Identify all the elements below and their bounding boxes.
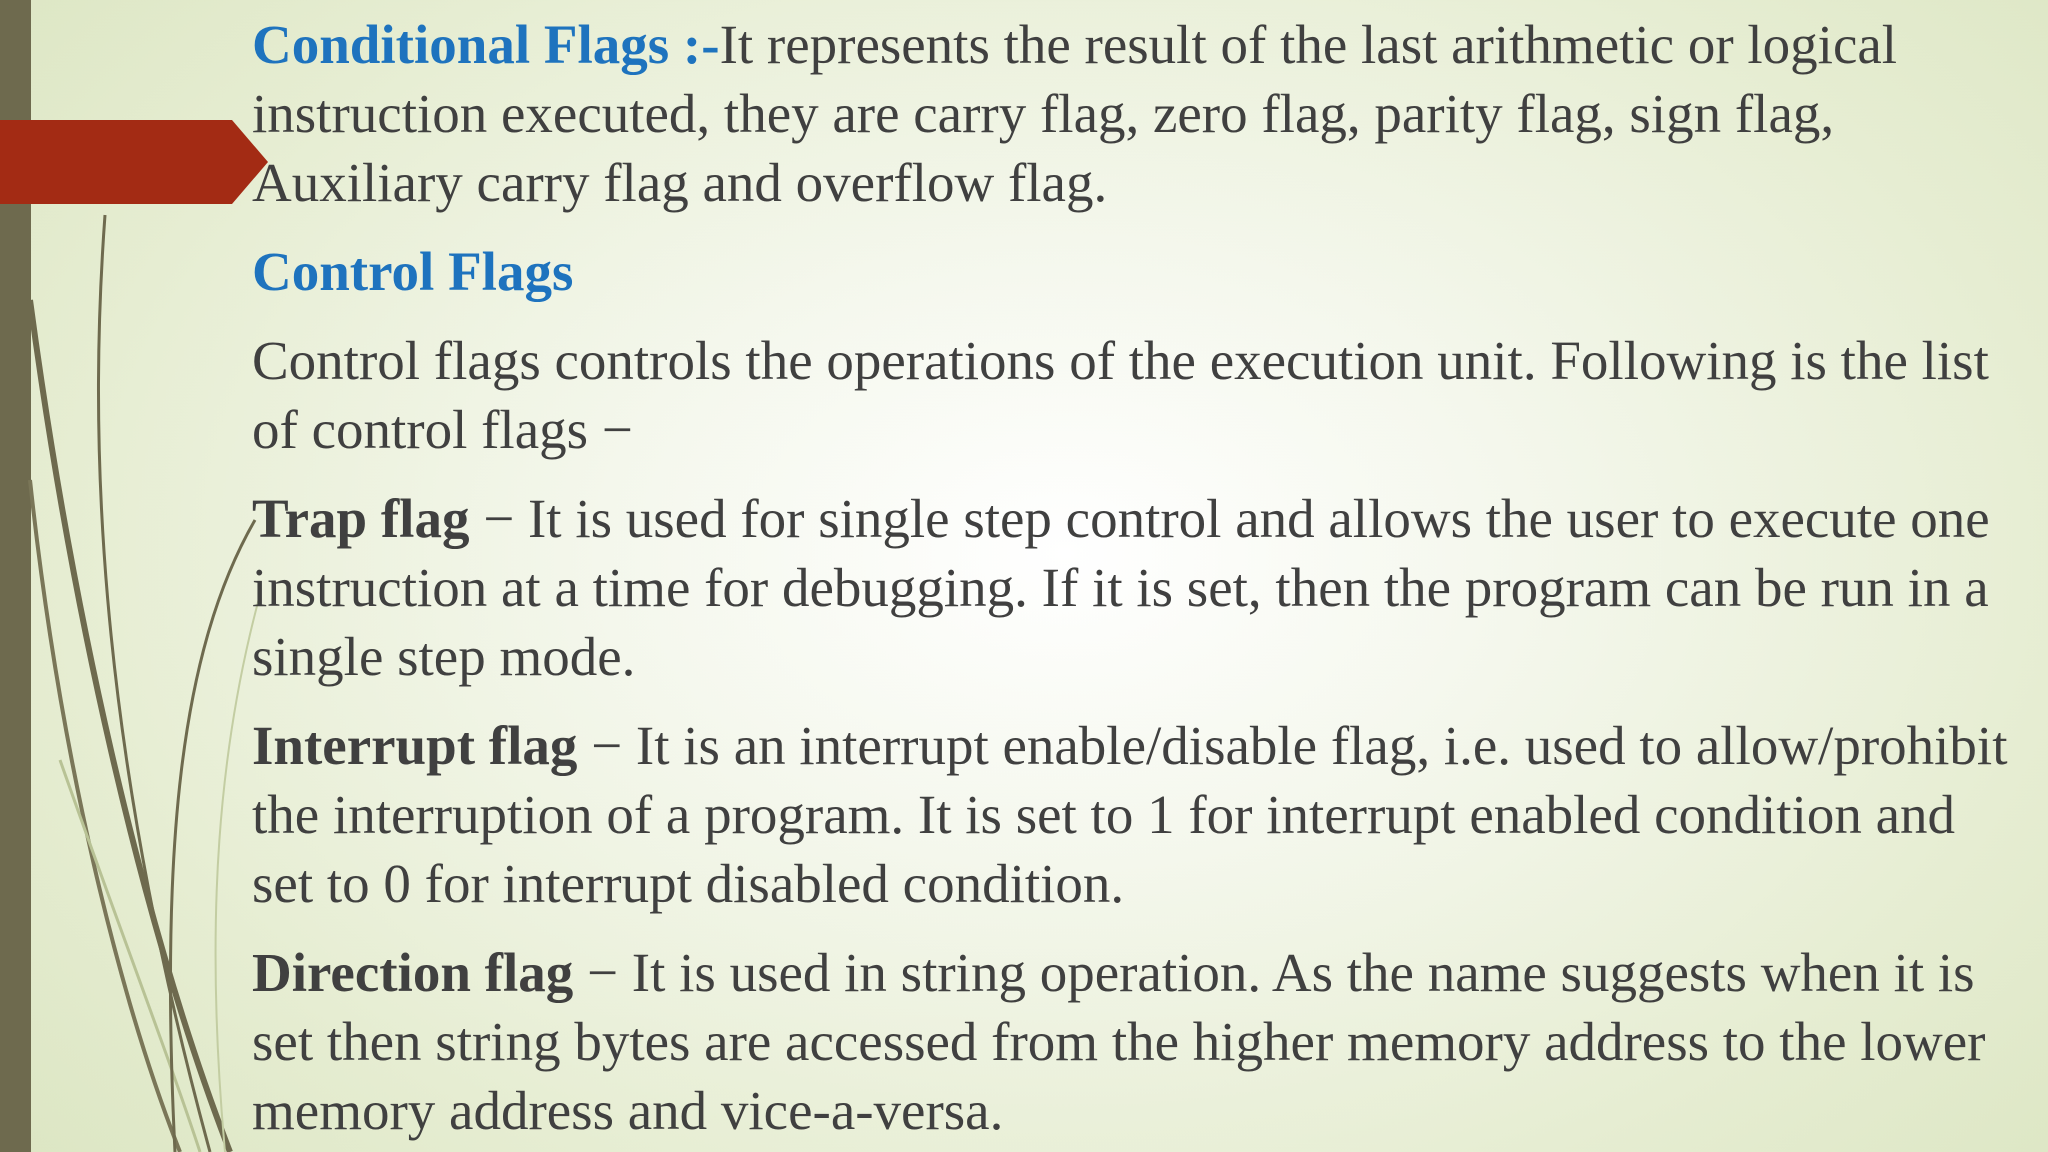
control-flags-heading: Control Flags <box>252 241 574 302</box>
interrupt-flag-text: − It is an interrupt enable/disable flag, i.e. used to allow/prohibit the interruption of a program. It is set to 1 for interrupt enabled condition and set to 0 for interrupt disabled condition. <box>252 715 2008 914</box>
direction-flag-term: Direction flag <box>252 942 574 1003</box>
slide-content <box>252 10 2012 1152</box>
conditional-flags-heading: Conditional Flags :- <box>252 14 720 75</box>
interrupt-flag-term: Interrupt flag <box>252 715 578 776</box>
trap-flag-paragraph <box>252 484 2012 691</box>
control-flags-intro: Control flags controls the operations of the execution unit. Following is the list of control flags − <box>252 330 1989 460</box>
red-arrow-tab <box>0 0 290 300</box>
direction-flag-text: − It is used in string operation. As the name suggests when it is set then string bytes are accessed from the higher memory address to the lower memory address and vice-a-versa. <box>252 942 1986 1141</box>
interrupt-flag-paragraph <box>252 711 2012 918</box>
conditional-flags-paragraph <box>252 10 2012 217</box>
direction-flag-paragraph <box>252 938 2012 1145</box>
trap-flag-term: Trap flag <box>252 488 470 549</box>
conditional-flags-text: It represents the result of the last arithmetic or logical instruction executed, they are carry flag, zero flag, parity flag, sign flag, Auxiliary carry flag and overflow flag. <box>252 14 1898 213</box>
trap-flag-text: − It is used for single step control and allows the user to execute one instruction at a time for debugging. If it is set, then the program can be run in a single step mode. <box>252 488 1990 687</box>
